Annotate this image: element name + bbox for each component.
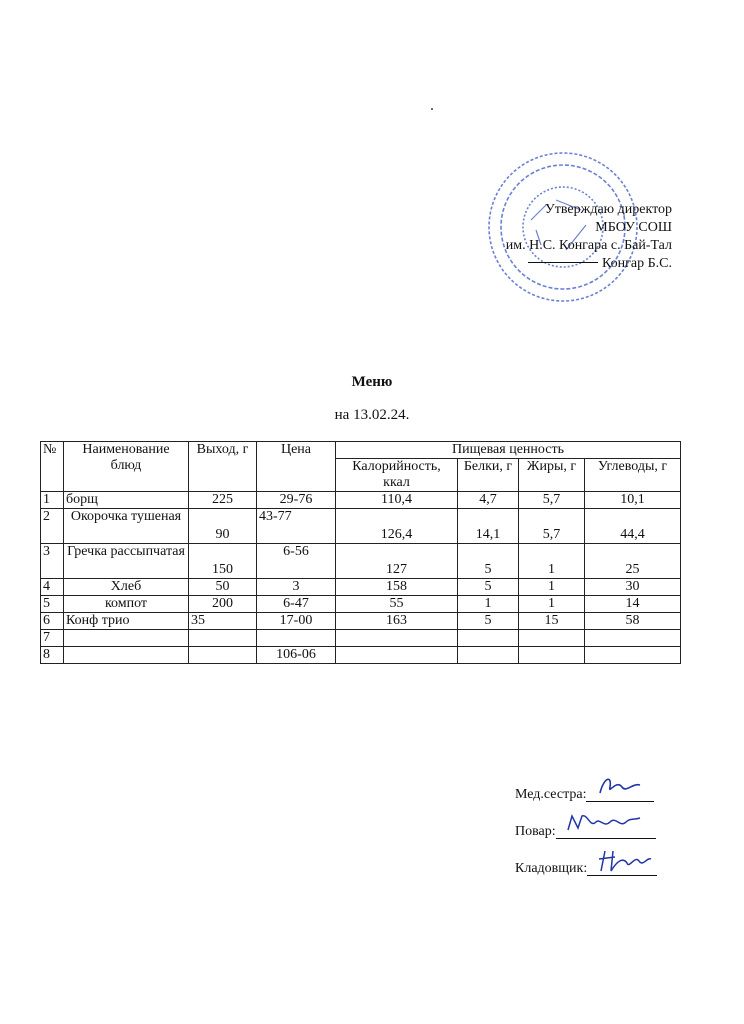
scan-speck [431, 108, 433, 110]
cell-calories: 127 [336, 544, 458, 579]
header-calories: Калорийность, ккал [336, 459, 458, 492]
table-row [41, 579, 681, 596]
cell-name: Хлеб [64, 579, 189, 596]
cell-fat [519, 647, 585, 664]
approval-line-2: МБОУ СОШ [595, 220, 672, 235]
cell-name [64, 647, 189, 664]
table-row [41, 596, 681, 613]
cell-yield: 200 [189, 596, 257, 613]
cell-protein: 5 [458, 613, 519, 630]
table-row [41, 613, 681, 630]
storekeeper-label: Кладовщик: [515, 861, 588, 876]
cook-signature-line [556, 822, 656, 839]
cell-price: 43-77 [257, 509, 336, 544]
header-fat: Жиры, г [519, 459, 585, 492]
cell-protein: 5 [458, 544, 519, 579]
cell-yield: 35 [189, 613, 257, 630]
cell-calories [336, 630, 458, 647]
header-name: Наименование блюд [64, 442, 189, 492]
cell-name: Окорочка тушеная [64, 509, 189, 544]
header-protein: Белки, г [458, 459, 519, 492]
cell-num: 7 [41, 630, 64, 647]
cell-fat [519, 630, 585, 647]
signers-block [515, 765, 657, 876]
header-carbs: Углеводы, г [585, 459, 681, 492]
cell-num: 5 [41, 596, 64, 613]
cell-num: 8 [41, 647, 64, 664]
storekeeper-signature-row [515, 839, 657, 876]
cook-label: Повар: [515, 824, 556, 839]
menu-table [40, 441, 681, 664]
cell-num: 2 [41, 509, 64, 544]
cell-price: 17-00 [257, 613, 336, 630]
cell-name: Конф трио [64, 613, 189, 630]
approval-signature-row [506, 255, 672, 273]
cell-num: 6 [41, 613, 64, 630]
cell-carbs: 58 [585, 613, 681, 630]
header-yield: Выход, г [189, 442, 257, 492]
cell-fat: 5,7 [519, 492, 585, 509]
page-title: Меню [351, 374, 393, 390]
cell-name: борщ [64, 492, 189, 509]
cell-yield: 225 [189, 492, 257, 509]
cell-name: компот [64, 596, 189, 613]
cell-price: 3 [257, 579, 336, 596]
cell-price: 29-76 [257, 492, 336, 509]
cell-yield: 50 [189, 579, 257, 596]
approval-line-3: им. Н.С. Конгара с. Бай-Тал [505, 238, 672, 253]
cell-carbs [585, 647, 681, 664]
cell-carbs: 10,1 [585, 492, 681, 509]
header-num: № [41, 442, 64, 492]
cell-yield: 150 [189, 544, 257, 579]
cell-protein [458, 647, 519, 664]
storekeeper-signature-line [587, 859, 657, 876]
cell-yield [189, 630, 257, 647]
cell-fat: 1 [519, 579, 585, 596]
cell-name [64, 630, 189, 647]
nurse-label: Мед.сестра: [515, 787, 587, 802]
cell-calories: 163 [336, 613, 458, 630]
cell-price [257, 630, 336, 647]
nurse-signature-scribble [594, 773, 644, 799]
cell-price: 6-47 [257, 596, 336, 613]
cell-protein: 4,7 [458, 492, 519, 509]
cell-calories: 158 [336, 579, 458, 596]
cell-calories: 110,4 [336, 492, 458, 509]
cell-yield [189, 647, 257, 664]
table-row [41, 492, 681, 509]
cell-fat: 5,7 [519, 509, 585, 544]
cell-num: 3 [41, 544, 64, 579]
director-name: Конгар Б.С. [602, 256, 672, 271]
storekeeper-signature-scribble [595, 847, 655, 875]
cell-calories [336, 647, 458, 664]
cell-calories: 126,4 [336, 509, 458, 544]
cell-calories: 55 [336, 596, 458, 613]
cell-carbs: 25 [585, 544, 681, 579]
cell-carbs [585, 630, 681, 647]
cell-carbs: 44,4 [585, 509, 681, 544]
director-signature-line [528, 262, 598, 263]
header-price: Цена [257, 442, 336, 492]
cell-fat: 1 [519, 596, 585, 613]
cell-fat: 15 [519, 613, 585, 630]
approval-line-1: Утверждаю директор [544, 202, 672, 217]
cell-yield: 90 [189, 509, 257, 544]
table-row [41, 544, 681, 579]
cell-carbs: 30 [585, 579, 681, 596]
nurse-signature-row [515, 765, 657, 802]
table-row [41, 630, 681, 647]
cell-price: 6-56 [257, 544, 336, 579]
cell-name: Гречка рассыпчатая [64, 544, 189, 579]
cook-signature-scribble [564, 810, 644, 836]
cell-num: 1 [41, 492, 64, 509]
approval-block [506, 201, 672, 273]
cell-fat: 1 [519, 544, 585, 579]
cell-protein: 1 [458, 596, 519, 613]
header-nutrition: Пищевая ценность [336, 442, 681, 459]
nurse-signature-line [586, 785, 654, 802]
table-row [41, 509, 681, 544]
table-row [41, 647, 681, 664]
cell-protein: 5 [458, 579, 519, 596]
cell-price: 106-06 [257, 647, 336, 664]
cell-num: 4 [41, 579, 64, 596]
cell-carbs: 14 [585, 596, 681, 613]
cell-protein [458, 630, 519, 647]
cell-protein: 14,1 [458, 509, 519, 544]
menu-date: на 13.02.24. [334, 407, 410, 423]
cook-signature-row [515, 802, 657, 839]
